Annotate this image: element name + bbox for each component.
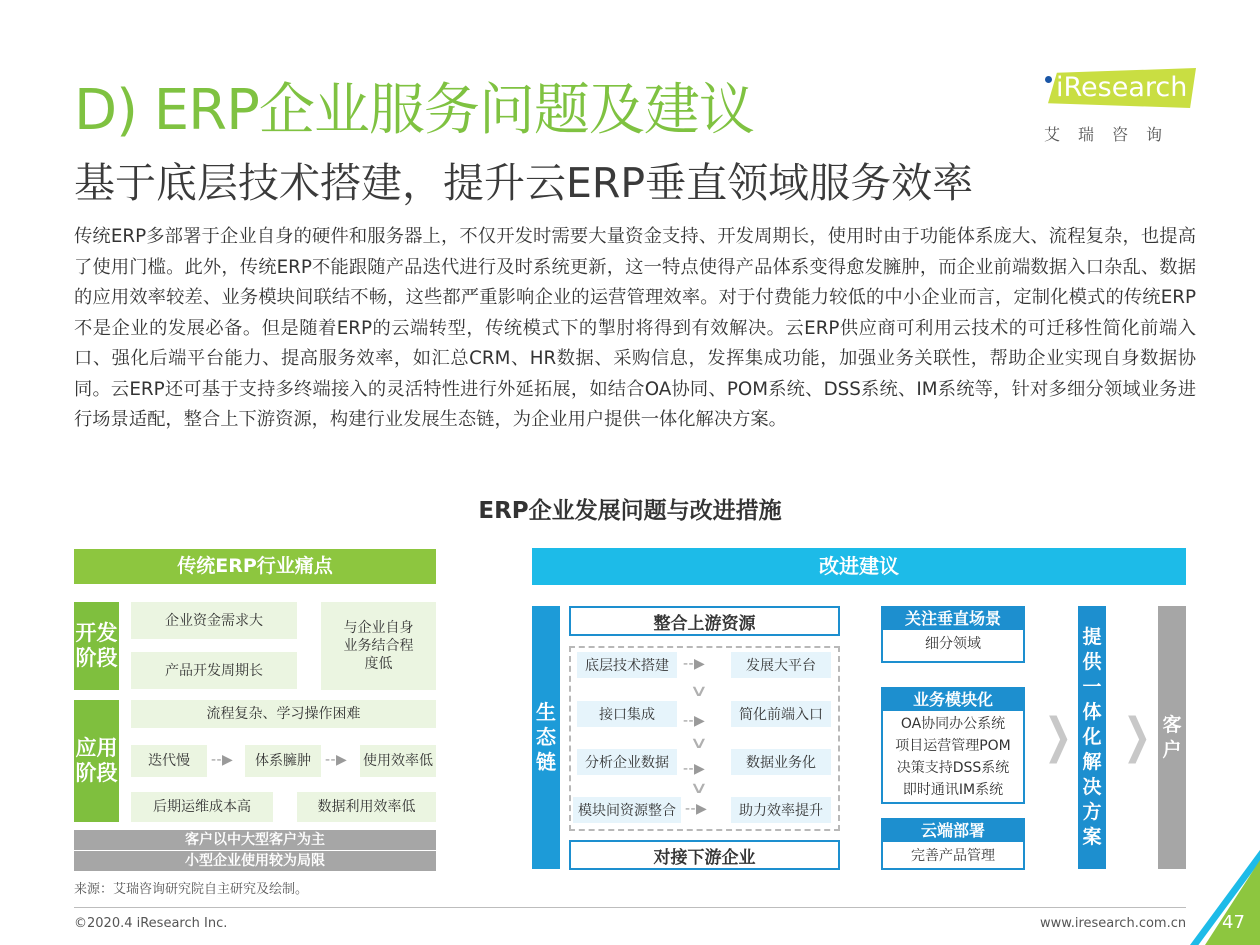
process-cell: 简化前端入口: [731, 701, 831, 727]
pain-points-header: 传统ERP行业痛点: [74, 549, 436, 584]
app-chain-cell: 体系臃肿: [245, 745, 321, 777]
process-cell: 发展大平台: [731, 652, 831, 678]
app-bottom-cell: 数据利用效率低: [297, 792, 436, 822]
chevron-down-icon: ∨: [689, 778, 709, 797]
page-number: 47: [1222, 912, 1245, 933]
chevron-right-icon: ❯: [1123, 708, 1152, 764]
source-note: 来源：艾瑞咨询研究院自主研究及绘制。: [74, 882, 309, 897]
chevron-right-icon: ❯: [1044, 708, 1073, 764]
solution-bar: 提供一体化解决方案: [1078, 606, 1106, 869]
vertical-scene-block: [881, 606, 1025, 663]
improvement-header: 改进建议: [532, 548, 1186, 585]
logo-dot-icon: [1045, 76, 1052, 83]
customer-bar: 客户: [1158, 606, 1186, 869]
downstream-box: 对接下游企业: [569, 840, 840, 870]
upstream-box: 整合上游资源: [569, 606, 840, 636]
process-cell: 数据业务化: [731, 749, 831, 775]
block-item: 决策支持DSS系统: [896, 760, 1010, 776]
dev-cell: 产品开发周期长: [131, 652, 297, 689]
copyright: ©2020.4 iResearch Inc.: [74, 916, 228, 931]
app-top-cell: 流程复杂、学习操作困难: [131, 700, 436, 728]
cloud-deploy-block: [881, 818, 1025, 870]
app-stage-label: 应用阶段: [74, 700, 119, 822]
app-chain-cell: 迭代慢: [131, 745, 207, 777]
app-bottom-cell: 后期运维成本高: [131, 792, 273, 822]
dev-cell: 企业资金需求大: [131, 602, 297, 639]
block-header: 云端部署: [883, 820, 1023, 842]
footer-url[interactable]: www.iresearch.com.cn: [1040, 916, 1187, 931]
block-item: 细分领域: [925, 636, 981, 652]
dashed-arrow-icon: - - ▶: [683, 713, 703, 729]
dashed-arrow-icon: - - ▶: [685, 801, 705, 817]
process-cell: 分析企业数据: [577, 749, 677, 775]
chevron-down-icon: ∨: [689, 733, 709, 752]
body-paragraph: 传统ERP多部署于企业自身的硬件和服务器上，不仅开发时需要大量资金支持、开发周期长，使用时由于功能体系庞大、流程复杂，也提高了使用门槛。此外，传统ERP不能跟随产品迭代进行及时系统更新，这一特点使得产品体系变得愈发臃肿，而企业前端数据入口杂乱、数据的应用效率较差、业务模块间联结不畅，这些都严重影响企业的运营管理效率。对于付费能力较低的中小企业而言，定制化模式的传统ERP不是企业的发展必备。但是随着ERP的云端转型，传统模式下的掣肘将得到有效解决。云ERP供应商可利用云技术的可迁移性简化前端入口、强化后端平台能力、提高服务效率，如汇总CRM、HR数据、采购信息，发挥集成功能，加强业务关联性，帮助企业实现自身数据协同。云ERP还可基于支持多终端接入的灵活特性进行外延拓展，如结合OA协同、POM系统、DSS系统、IM系统等，针对多细分领域业务进行场景适配，整合上下游资源，构建行业发展生态链，为企业用户提供一体化解决方案。: [74, 226, 1196, 430]
process-cell: 助力效率提升: [731, 797, 831, 823]
customer-note: 客户以中大型客户为主: [74, 830, 436, 850]
customer-note: 小型企业使用较为局限: [74, 851, 436, 871]
dev-stage-label: 开发阶段: [74, 602, 119, 690]
logo-cn: 艾瑞咨询: [1044, 125, 1181, 144]
dev-right-cell: 与企业自身业务结合程度低: [321, 602, 436, 690]
app-chain-cell: 使用效率低: [360, 745, 436, 777]
process-cell: 底层技术搭建: [577, 652, 677, 678]
block-item: OA协同办公系统: [900, 716, 1006, 732]
block-item: 完善产品管理: [911, 848, 995, 864]
dashed-arrow-icon: - - ▶: [683, 656, 703, 672]
page-title: D) ERP企业服务问题及建议: [74, 78, 754, 143]
eco-chain-bar: 生态链: [532, 606, 560, 869]
dashed-arrow-icon: - - ▶: [325, 752, 345, 768]
modular-block: [881, 687, 1025, 804]
dashed-arrow-icon: - - ▶: [683, 761, 703, 777]
iresearch-logo: [1040, 66, 1200, 146]
process-cell: 模块间资源整合: [573, 797, 681, 823]
process-cell: 接口集成: [577, 701, 677, 727]
logo-word: iResearch: [1056, 72, 1188, 103]
page-subtitle: 基于底层技术搭建，提升云ERP垂直领域服务效率: [74, 159, 974, 207]
block-item: 即时通讯IM系统: [902, 782, 1004, 798]
block-header: 关注垂直场景: [883, 608, 1023, 630]
block-header: 业务模块化: [883, 689, 1023, 711]
dashed-arrow-icon: - - ▶: [211, 752, 231, 768]
block-item: 项目运营管理POM: [895, 738, 1011, 754]
chevron-down-icon: ∨: [689, 681, 709, 700]
footer-divider: [74, 907, 1186, 908]
diagram-title: ERP企业发展问题与改进措施: [478, 498, 782, 524]
